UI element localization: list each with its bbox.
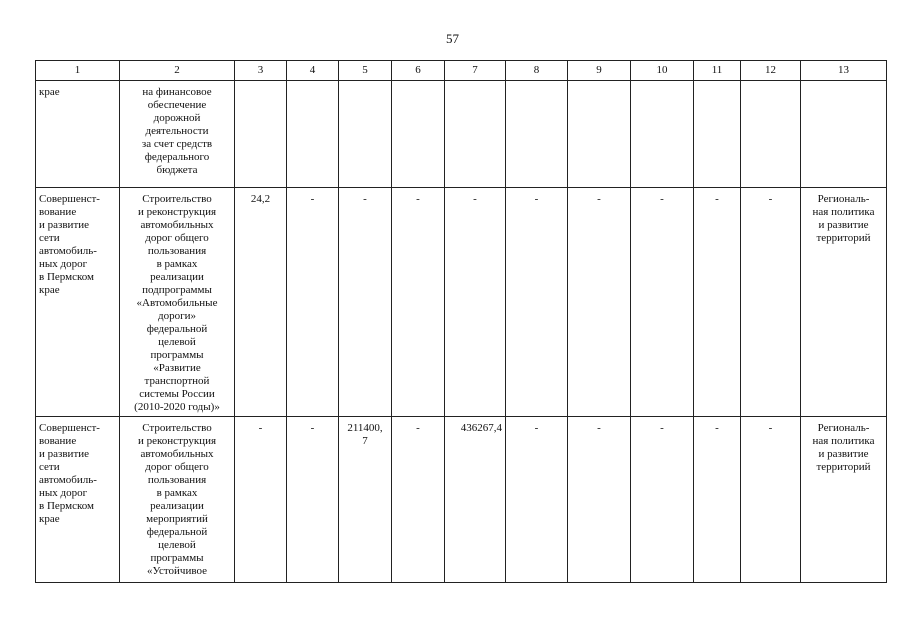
budget-table	[35, 60, 887, 583]
row-3-col-10: -	[631, 417, 694, 583]
row-2-col-13: Региональ- ная политика и развитие территорий	[801, 188, 887, 417]
row-3-col-5: 211400, 7	[339, 417, 392, 583]
table-row	[36, 417, 887, 583]
row-1-col-7	[445, 81, 506, 188]
header-cell-2: 2	[120, 61, 235, 81]
row-3-col-2: Строительство и реконструкция автомобильных дорог общего пользования в рамках реализации мероприятий федеральной целевой программы «Устойчивое	[120, 417, 235, 583]
header-cell-11: 11	[694, 61, 741, 81]
row-3-col-4: -	[287, 417, 339, 583]
table-row	[36, 81, 887, 188]
header-cell-5: 5	[339, 61, 392, 81]
header-cell-9: 9	[568, 61, 631, 81]
row-3-col-3: -	[235, 417, 287, 583]
row-1-col-11	[694, 81, 741, 188]
row-1-col-1: крае	[36, 81, 120, 188]
header-cell-1: 1	[36, 61, 120, 81]
row-3-col-8: -	[506, 417, 568, 583]
row-1-col-6	[392, 81, 445, 188]
header-row	[36, 61, 887, 81]
row-1-col-9	[568, 81, 631, 188]
header-cell-12: 12	[741, 61, 801, 81]
row-2-col-9: -	[568, 188, 631, 417]
row-2-col-7: -	[445, 188, 506, 417]
row-3-col-1: Совершенст- вование и развитие сети автомобиль- ных дорог в Пермском крае	[36, 417, 120, 583]
row-2-col-1: Совершенст- вование и развитие сети автомобиль- ных дорог в Пермском крае	[36, 188, 120, 417]
row-3-col-12: -	[741, 417, 801, 583]
table-row	[36, 188, 887, 417]
row-2-col-11: -	[694, 188, 741, 417]
row-1-col-2: на финансовое обеспечение дорожной деятельности за счет средств федерального бюджета	[120, 81, 235, 188]
header-cell-10: 10	[631, 61, 694, 81]
header-cell-6: 6	[392, 61, 445, 81]
row-1-col-12	[741, 81, 801, 188]
row-1-col-4	[287, 81, 339, 188]
row-2-col-3: 24,2	[235, 188, 287, 417]
row-3-col-6: -	[392, 417, 445, 583]
row-2-col-8: -	[506, 188, 568, 417]
row-3-col-9: -	[568, 417, 631, 583]
row-1-col-10	[631, 81, 694, 188]
row-2-col-12: -	[741, 188, 801, 417]
row-2-col-5: -	[339, 188, 392, 417]
row-2-col-4: -	[287, 188, 339, 417]
header-cell-8: 8	[506, 61, 568, 81]
header-cell-13: 13	[801, 61, 887, 81]
header-cell-7: 7	[445, 61, 506, 81]
row-2-col-10: -	[631, 188, 694, 417]
header-cell-3: 3	[235, 61, 287, 81]
page-number: 57	[446, 31, 459, 46]
header-cell-4: 4	[287, 61, 339, 81]
row-2-col-6: -	[392, 188, 445, 417]
row-3-col-13: Региональ- ная политика и развитие территорий	[801, 417, 887, 583]
row-1-col-3	[235, 81, 287, 188]
row-3-col-11: -	[694, 417, 741, 583]
row-1-col-5	[339, 81, 392, 188]
row-2-col-2: Строительство и реконструкция автомобильных дорог общего пользования в рамках реализации подпрограммы «Автомобильные дороги» федеральной целевой программы «Развитие транспортной системы России (2010-2020 годы)»	[120, 188, 235, 417]
row-3-col-7: 436267,4	[445, 417, 506, 583]
row-1-col-8	[506, 81, 568, 188]
row-1-col-13	[801, 81, 887, 188]
